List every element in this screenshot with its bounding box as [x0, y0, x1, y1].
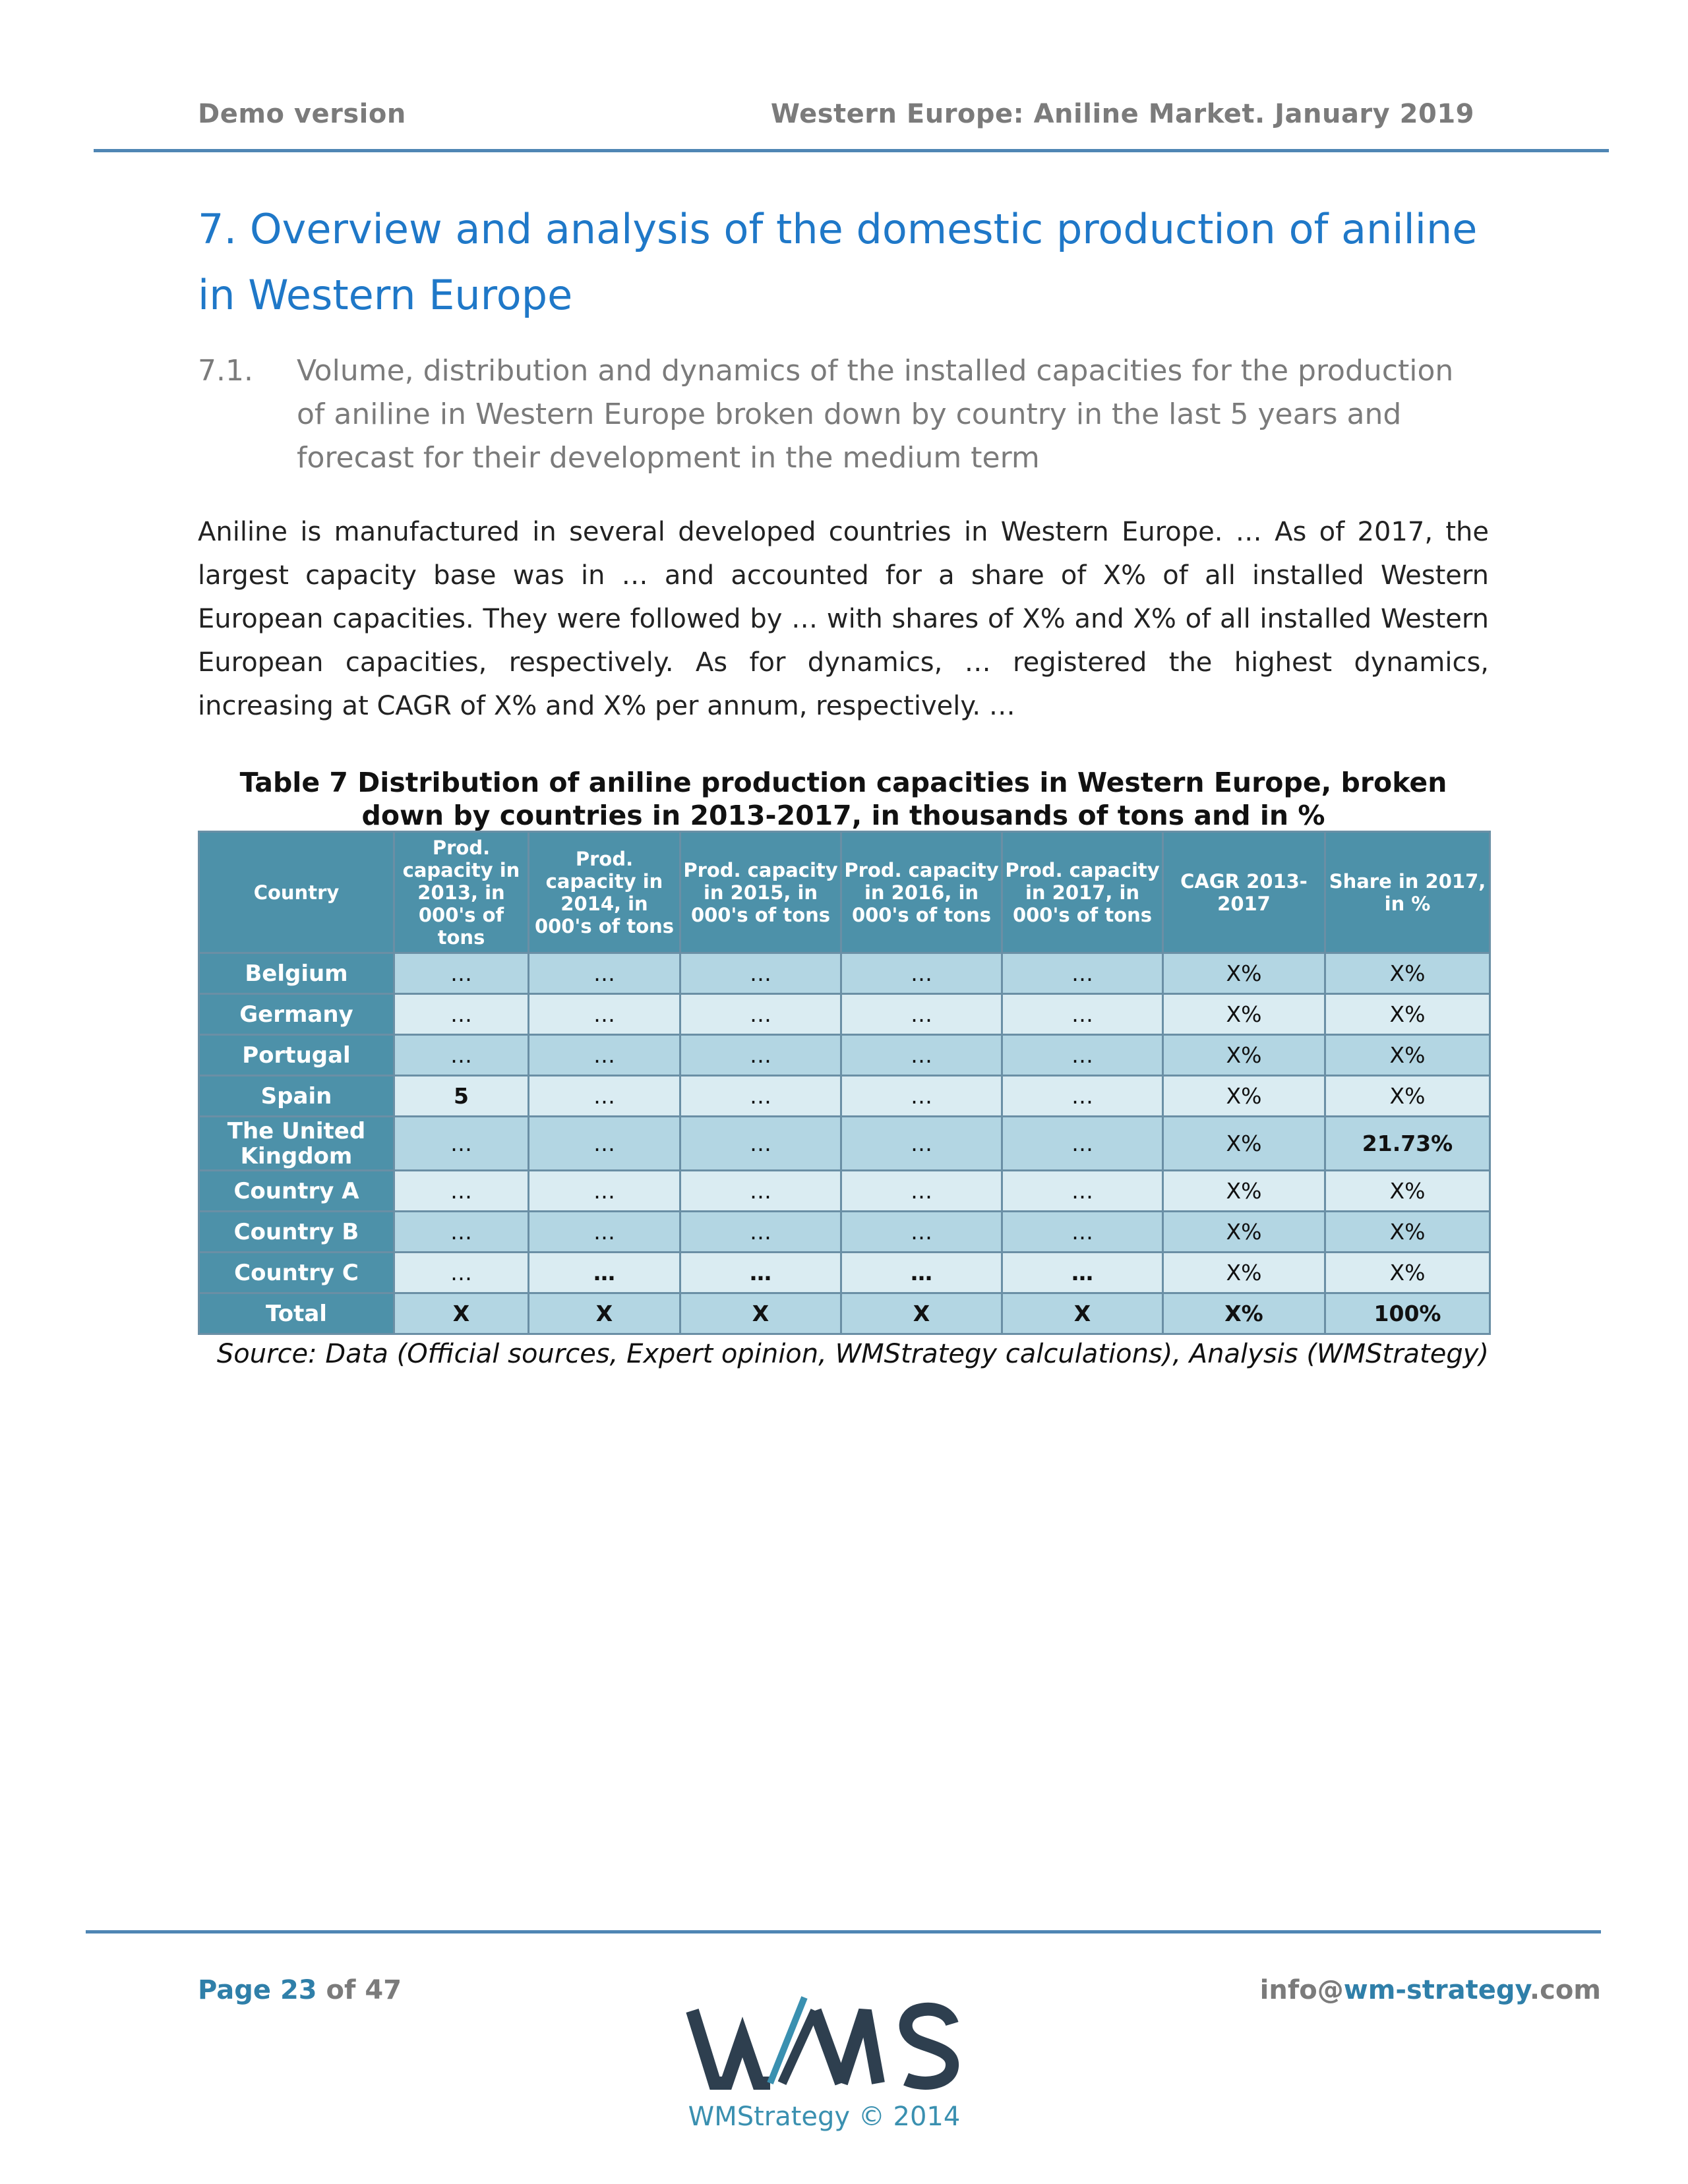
- table-cell: …: [529, 1253, 680, 1293]
- table-row: [199, 1212, 1490, 1253]
- table-row: [199, 1035, 1490, 1076]
- table-cell: …: [394, 994, 529, 1035]
- row-country: The United Kingdom: [199, 1117, 394, 1171]
- table-cell: X: [680, 1293, 841, 1334]
- table-cell: X%: [1325, 1035, 1490, 1076]
- table-cell: …: [529, 1171, 680, 1212]
- row-country: Belgium: [199, 953, 394, 994]
- table-cell: …: [1002, 1035, 1163, 1076]
- table-cell: …: [680, 953, 841, 994]
- table-row: [199, 1253, 1490, 1293]
- row-country: Country B: [199, 1212, 394, 1253]
- table-cell: …: [1002, 994, 1163, 1035]
- table-cell: X%: [1325, 1253, 1490, 1293]
- table-cell: …: [394, 1171, 529, 1212]
- column-header: Prod. capacity in 2013, in 000's of tons: [394, 832, 529, 953]
- header-left: Demo version: [198, 99, 406, 129]
- table-cell: X: [529, 1293, 680, 1334]
- table-cell: X%: [1325, 1212, 1490, 1253]
- table-cell: …: [841, 1035, 1002, 1076]
- table-row: [199, 1076, 1490, 1117]
- row-country: Country C: [199, 1253, 394, 1293]
- table-cell: X: [394, 1293, 529, 1334]
- table-cell: X%: [1163, 953, 1325, 994]
- table-cell: …: [680, 1212, 841, 1253]
- column-header: Prod. capacity in 2017, in 000's of tons: [1002, 832, 1163, 953]
- table-cell: X%: [1163, 1293, 1325, 1334]
- row-country: Country A: [199, 1171, 394, 1212]
- column-header: Prod. capacity in 2015, in 000's of tons: [680, 832, 841, 953]
- header-right: Western Europe: Aniline Market. January 2019: [770, 99, 1474, 129]
- table-cell: …: [680, 1076, 841, 1117]
- table-cell: …: [394, 1035, 529, 1076]
- table-cell: X%: [1163, 1212, 1325, 1253]
- current-page: 23: [280, 1975, 317, 2005]
- row-country: Germany: [199, 994, 394, 1035]
- body-paragraph: Aniline is manufactured in several developed countries in Western Europe. … As of 2017, the largest capacity base was in … and accounted for a share of X% of all installed Western European capacities. They were followed by … with shares of X% and X% of all installed Western European capacities, respectively. As for dynamics, … registered the highest dynamics, increasing at CAGR of X% and X% per annum, respectively. …: [198, 517, 1489, 721]
- page-number: [198, 1975, 402, 2005]
- table-cell: …: [529, 953, 680, 994]
- table-cell: …: [529, 1117, 680, 1171]
- column-header: Country: [199, 832, 394, 953]
- subsection-number: 7.1.: [198, 354, 253, 388]
- email-domain: wm-strategy: [1343, 1975, 1530, 2005]
- table-cell: …: [680, 1253, 841, 1293]
- table-caption: [198, 766, 1489, 832]
- email-tld: .com: [1529, 1975, 1601, 2005]
- table-cell: X%: [1163, 1117, 1325, 1171]
- table-cell: X%: [1163, 1171, 1325, 1212]
- table-cell: …: [394, 953, 529, 994]
- table-cell: …: [680, 1035, 841, 1076]
- table-cell: …: [529, 1212, 680, 1253]
- table-cell: X%: [1325, 1076, 1490, 1117]
- table-caption-line-1: Table 7 Distribution of aniline production capacities in Western Europe, broken: [239, 767, 1447, 798]
- table-cell: …: [1002, 1117, 1163, 1171]
- table-cell: …: [841, 1171, 1002, 1212]
- table-cell: …: [1002, 953, 1163, 994]
- table-cell: …: [1002, 1076, 1163, 1117]
- table-row: [199, 994, 1490, 1035]
- column-header: CAGR 2013-2017: [1163, 832, 1325, 953]
- table-cell: X: [841, 1293, 1002, 1334]
- row-country: Portugal: [199, 1035, 394, 1076]
- wms-logo-icon: [686, 1984, 963, 2103]
- row-country: Spain: [199, 1076, 394, 1117]
- table-caption-line-2: down by countries in 2013-2017, in thousands of tons and in %: [361, 800, 1325, 831]
- table-cell: …: [841, 953, 1002, 994]
- footer-email[interactable]: [1260, 1975, 1601, 2005]
- table-cell: …: [680, 1171, 841, 1212]
- table-cell: …: [529, 1035, 680, 1076]
- table-cell: …: [841, 1212, 1002, 1253]
- email-user: info@: [1259, 1975, 1344, 2005]
- footer-divider: [86, 1930, 1601, 1933]
- table-cell: …: [841, 1117, 1002, 1171]
- subsection-title: Volume, distribution and dynamics of the installed capacities for the production of aniline in Western Europe broken down by country in the last 5 years and forecast for their development in the medium term: [297, 354, 1454, 475]
- table-cell: 21.73%: [1325, 1117, 1490, 1171]
- page-label: Page: [198, 1975, 271, 2005]
- total-pages: 47: [365, 1975, 402, 2005]
- table-cell: 100%: [1325, 1293, 1490, 1334]
- logo-caption: WMStrategy © 2014: [688, 2102, 961, 2132]
- table-cell: …: [841, 1253, 1002, 1293]
- header-divider: [94, 149, 1609, 152]
- row-country: Total: [199, 1293, 394, 1334]
- table-cell: …: [680, 1117, 841, 1171]
- table-cell: X%: [1163, 994, 1325, 1035]
- table-row: [199, 953, 1490, 994]
- table-row: [199, 1171, 1490, 1212]
- table-row: [199, 1117, 1490, 1171]
- table-cell: X%: [1325, 953, 1490, 994]
- table-cell: X: [1002, 1293, 1163, 1334]
- table-cell: …: [529, 994, 680, 1035]
- table-cell: …: [680, 994, 841, 1035]
- table-cell: …: [1002, 1253, 1163, 1293]
- column-header: Prod. capacity in 2016, in 000's of tons: [841, 832, 1002, 953]
- table-cell: …: [841, 994, 1002, 1035]
- page-of-label: of: [326, 1975, 356, 2005]
- table-cell: …: [841, 1076, 1002, 1117]
- capacity-table: [198, 831, 1491, 1335]
- table-cell: X%: [1325, 1171, 1490, 1212]
- section-title: 7. Overview and analysis of the domestic production of aniline in Western Europe: [198, 205, 1478, 319]
- table-header-row: [199, 832, 1490, 953]
- table-cell: …: [394, 1212, 529, 1253]
- column-header: Prod. capacity in 2014, in 000's of tons: [529, 832, 680, 953]
- table-cell: X%: [1163, 1076, 1325, 1117]
- column-header: Share in 2017, in %: [1325, 832, 1490, 953]
- table-cell: X%: [1163, 1253, 1325, 1293]
- table-cell: X%: [1325, 994, 1490, 1035]
- table-cell: …: [529, 1076, 680, 1117]
- table-cell: …: [394, 1117, 529, 1171]
- table-cell: …: [1002, 1171, 1163, 1212]
- table-cell: X%: [1163, 1035, 1325, 1076]
- table-cell: …: [394, 1253, 529, 1293]
- table-total-row: [199, 1293, 1490, 1334]
- subsection-heading: [198, 349, 1490, 480]
- table-source: Source: Data (Official sources, Expert opinion, WMStrategy calculations), Analysis (WMStrategy): [216, 1339, 1489, 1369]
- table-cell: …: [1002, 1212, 1163, 1253]
- table-cell: 5: [394, 1076, 529, 1117]
